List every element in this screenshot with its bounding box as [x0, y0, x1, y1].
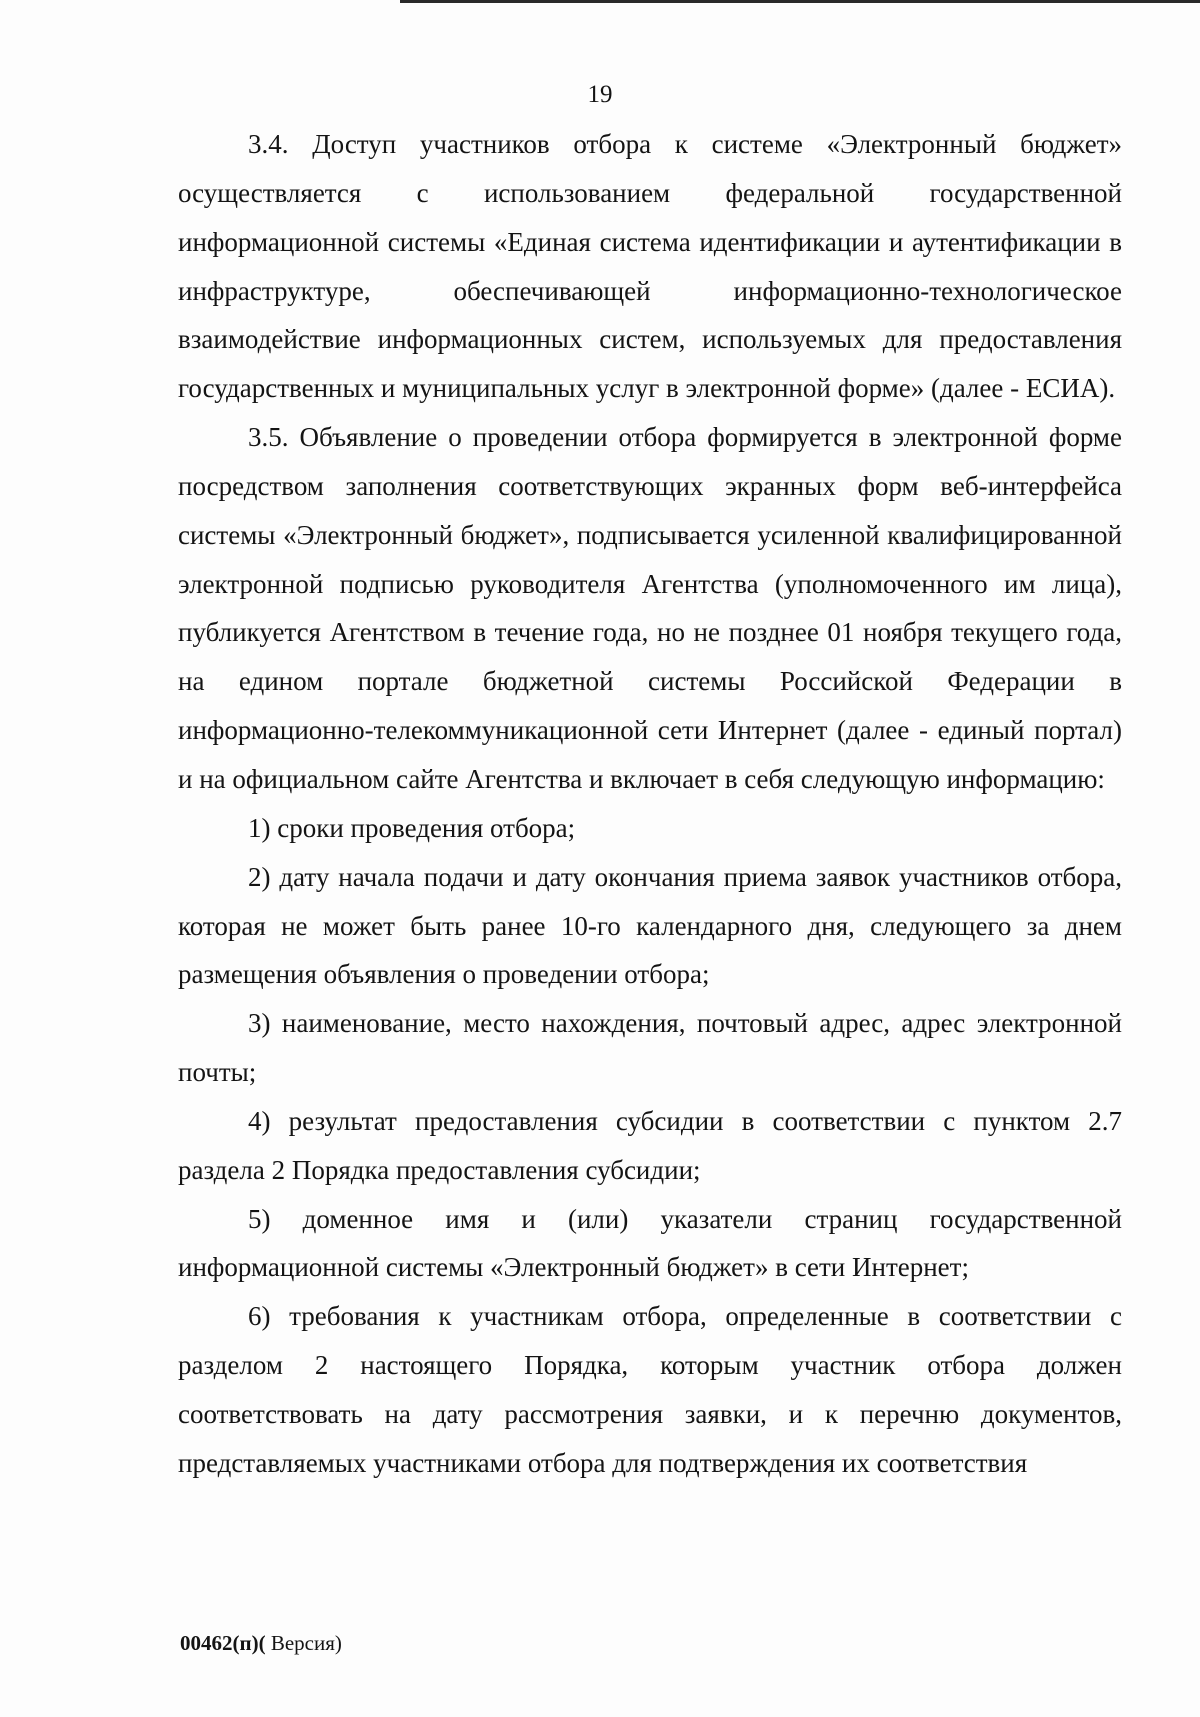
footer-version: Версия) — [265, 1631, 342, 1655]
top-border-line — [400, 0, 1200, 3]
page-number: 19 — [587, 81, 613, 108]
list-item-3: 3) наименование, место нахождения, почтовый адрес, адрес электронной почты; — [178, 1008, 1122, 1088]
list-item-2: 2) дату начала подачи и дату окончания приема заявок участников отбора, которая не может быть ранее 10-го календарного дня, следующего за днем размещения объявления о проведении отбора; — [178, 861, 1122, 990]
paragraph-3-5: 3.5. Объявление о проведении отбора формируется в электронной форме посредством заполнения соответствующих экранных форм веб-интерфейса системы «Электронный бюджет», подписывается усиленной квалифицированной электронной подписью руководителя Агентства (уполномоченного им лица), публикуется Агентством в течение года, но не позднее 01 ноября текущего года, на едином портале бюджетной системы Российской Федерации в информационно-телекоммуникационной сети Интернет (далее - единый портал) и на официальном сайте Агентства и включает в себя следующую информацию: — [178, 422, 1122, 794]
footer-document-code — [180, 1630, 342, 1656]
list-item-5: 5) доменное имя и (или) указатели страниц государственной информационной системы «Электронный бюджет» в сети Интернет; — [178, 1203, 1122, 1283]
list-item-1: 1) сроки проведения отбора; — [248, 812, 576, 843]
document-body — [178, 120, 1122, 1488]
list-item-4: 4) результат предоставления субсидии в соответствии с пунктом 2.7 раздела 2 Порядка предоставления субсидии; — [178, 1105, 1122, 1185]
list-item-6: 6) требования к участникам отбора, определенные в соответствии с разделом 2 настоящего Порядка, которым участник отбора должен соответствовать на дату рассмотрения заявки, и к перечню документов, представляемых участниками отбора для подтверждения их соответствия — [178, 1301, 1122, 1478]
paragraph-3-4: 3.4. Доступ участников отбора к системе «Электронный бюджет» осуществляется с использованием федеральной государственной информационной системы «Единая система идентификации и аутентификации в инфраструктуре, обеспечивающей информационно-технологическое взаимодействие информационных систем, используемых для предоставления государственных и муниципальных услуг в электронной форме» (далее - ЕСИА). — [178, 129, 1122, 404]
footer-code: 00462(п)( — [180, 1631, 266, 1655]
